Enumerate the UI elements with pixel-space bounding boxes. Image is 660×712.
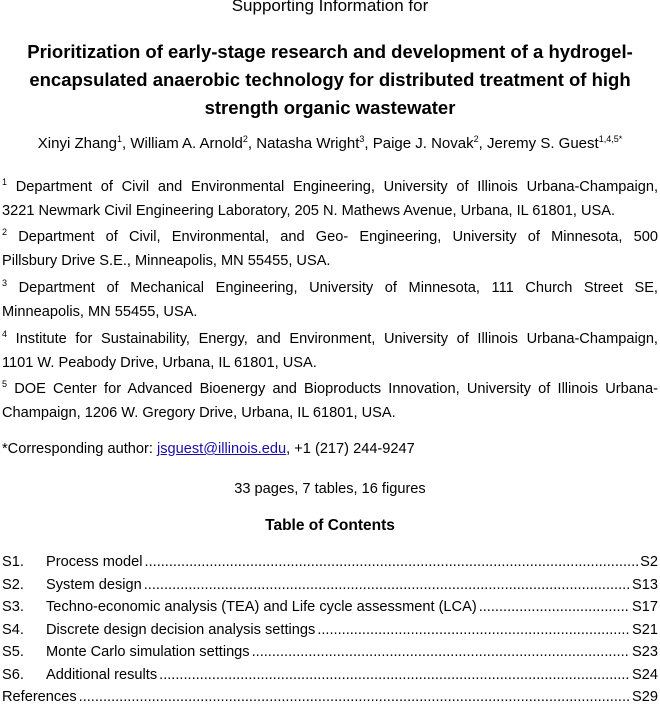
- toc-label: Techno-economic analysis (TEA) and Life cycle assessment (LCA): [46, 599, 477, 615]
- affiliation-5: $^5$ DOE Center for Advanced Bioenergy and Bioproducts Innovation, University of Illinois Urbana- Champaign, 1206 W. Gregory Drive, Urbana, IL 61801, USA.: [2, 379, 658, 421]
- toc-page: S13: [632, 576, 658, 593]
- toc-page: S23: [632, 644, 658, 660]
- affiliation-4: $^4$ Institute for Sustainability, Energy, and Environment, University of Illinois Urbana-Champaign, 1101 W. Peabody Drive, Urbana, IL 61801, USA.: [2, 329, 658, 371]
- toc-page: S29: [632, 689, 658, 705]
- toc-leader: [317, 622, 630, 638]
- toc-label: Process model: [46, 554, 143, 570]
- toc-row[interactable]: [2, 644, 658, 667]
- toc-page: S2: [640, 554, 658, 570]
- toc-row[interactable]: [2, 599, 658, 622]
- toc-number: S5.: [2, 644, 24, 660]
- email-link[interactable]: jsguest@illinois.edu: [156, 441, 287, 457]
- author-affiliation-mark: 3: [359, 134, 365, 144]
- toc-number: S4.: [2, 621, 24, 638]
- toc-leader: [145, 554, 639, 570]
- toc-label: Monte Carlo simulation settings: [46, 644, 250, 660]
- toc-leader: [159, 667, 630, 683]
- toc-number: S1.: [2, 554, 24, 570]
- paper-title: Prioritization of early-stage research and development of a hydrogel-encapsulated anaerobic technology for distributed treatment of high strength organic wastewater: [27, 41, 633, 118]
- author: Paige J. Novak: [372, 135, 474, 152]
- author-affiliation-mark: 1,4,5*: [598, 134, 623, 144]
- author: William A. Arnold: [130, 135, 243, 152]
- toc-number: S3.: [2, 599, 24, 615]
- author-affiliation-mark: 1: [117, 134, 123, 144]
- toc-leader: [144, 577, 630, 593]
- toc-title: Table of Contents: [265, 517, 395, 534]
- toc-label: References: [2, 689, 77, 705]
- author-affiliation-mark: 2: [242, 134, 248, 144]
- toc-row[interactable]: [2, 554, 658, 577]
- toc-row[interactable]: [2, 577, 658, 600]
- toc-label: Discrete design decision analysis settings: [46, 621, 316, 638]
- supporting-info-header: Supporting Information for: [231, 0, 429, 15]
- toc-leader: [479, 599, 630, 615]
- toc-leader: [252, 644, 630, 660]
- toc-page: S21: [632, 621, 658, 638]
- author-list: Xinyi Zhang$^1$, William A. Arnold$^2$, Natasha Wright$^3$, Paige J. Novak$^2$, Jeremy S. Guest$^{1,4,5*}$: [37, 134, 623, 152]
- author: Xinyi Zhang: [37, 135, 117, 152]
- author: Jeremy S. Guest: [486, 135, 599, 152]
- toc-row[interactable]: [2, 689, 658, 712]
- affiliation-1: $^1$ Department of Civil and Environmental Engineering, University of Illinois Urbana-Champaign, 3221 Newmark Civil Engineering Laboratory, 205 N. Mathews Avenue, Urbana, IL 61801, USA.: [2, 177, 658, 219]
- toc-label: System design: [46, 576, 142, 593]
- toc-page: S24: [632, 666, 658, 683]
- toc-number: S2.: [2, 576, 24, 593]
- toc-page: S17: [632, 599, 658, 615]
- author: Natasha Wright: [256, 135, 360, 152]
- toc-label: Additional results: [46, 666, 158, 683]
- table-of-contents: [2, 554, 658, 712]
- toc-row[interactable]: [2, 667, 658, 690]
- page-count-info: 33 pages, 7 tables, 16 figures: [234, 481, 426, 497]
- author-affiliation-mark: 2: [473, 134, 479, 144]
- corresponding-author: *Corresponding author: jsguest@illinois.edu, +1 (217) 244-9247: [2, 441, 415, 457]
- affiliation-2: $^2$ Department of Civil, Environmental, and Geo- Engineering, University of Minnesota, 500 Pillsbury Drive S.E., Minneapolis, MN 55455, USA.: [2, 227, 658, 269]
- affiliation-3: $^3$ Department of Mechanical Engineering, University of Minnesota, 111 Church Street SE, Minneapolis, MN 55455, USA.: [2, 278, 658, 320]
- toc-number: S6.: [2, 666, 24, 683]
- toc-row[interactable]: [2, 622, 658, 645]
- toc-leader: [79, 689, 630, 705]
